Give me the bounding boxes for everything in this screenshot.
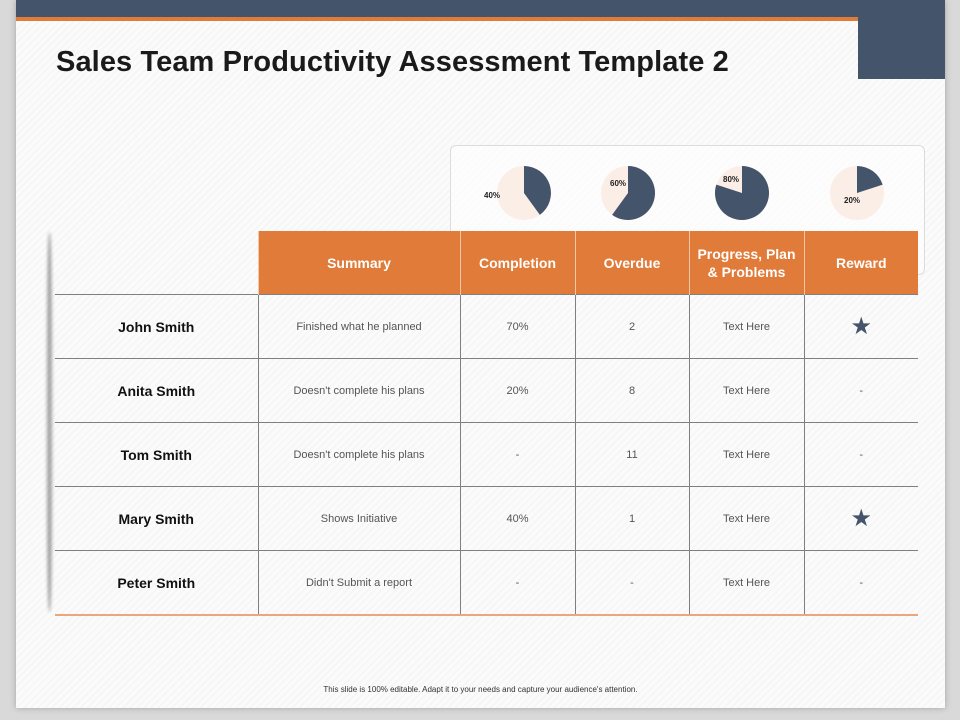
row-completion: 40% xyxy=(460,487,575,551)
pie-label-2: 60% xyxy=(610,179,627,188)
slide xyxy=(16,0,945,708)
row-name: Anita Smith xyxy=(55,359,258,423)
assessment-table xyxy=(55,231,918,616)
row-summary: Didn't Submit a report xyxy=(258,551,460,616)
row-progress: Text Here xyxy=(689,359,804,423)
header-overdue: Overdue xyxy=(575,231,689,295)
table-row xyxy=(55,487,918,551)
row-reward xyxy=(804,295,918,359)
row-name: Peter Smith xyxy=(55,551,258,616)
slide-title: Sales Team Productivity Assessment Template 2 xyxy=(56,46,729,78)
pie-label-3: 80% xyxy=(723,175,740,184)
row-overdue: 8 xyxy=(575,359,689,423)
row-overdue: - xyxy=(575,551,689,616)
row-name: Mary Smith xyxy=(55,487,258,551)
header-reward: Reward xyxy=(804,231,918,295)
pie-chart-3 xyxy=(712,163,772,223)
row-progress: Text Here xyxy=(689,295,804,359)
pie-chart-4 xyxy=(827,163,887,223)
row-reward: - xyxy=(804,551,918,616)
row-summary: Doesn't complete his plans xyxy=(258,359,460,423)
top-bar xyxy=(16,0,858,17)
star-icon: ★ xyxy=(850,504,872,532)
pie-chart-1 xyxy=(494,163,554,223)
row-reward: - xyxy=(804,359,918,423)
decorative-shadow xyxy=(46,232,53,612)
top-bar-accent xyxy=(16,17,858,21)
table-row xyxy=(55,295,918,359)
row-overdue: 2 xyxy=(575,295,689,359)
row-reward xyxy=(804,487,918,551)
pie-label-4: 20% xyxy=(844,196,861,205)
row-overdue: 11 xyxy=(575,423,689,487)
row-reward: - xyxy=(804,423,918,487)
row-progress: Text Here xyxy=(689,487,804,551)
row-progress: Text Here xyxy=(689,423,804,487)
pie-svg-2 xyxy=(598,163,658,223)
header-progress: Progress, Plan & Problems xyxy=(689,231,804,295)
pie-chart-2 xyxy=(598,163,658,223)
row-completion: - xyxy=(460,423,575,487)
row-summary: Finished what he planned xyxy=(258,295,460,359)
pie-svg-3 xyxy=(712,163,772,223)
pie-label-1: 40% xyxy=(484,191,501,200)
header-empty-cell xyxy=(55,231,258,295)
star-icon: ★ xyxy=(850,312,872,340)
row-summary: Shows Initiative xyxy=(258,487,460,551)
table-row xyxy=(55,359,918,423)
row-progress: Text Here xyxy=(689,551,804,616)
row-completion: - xyxy=(460,551,575,616)
row-overdue: 1 xyxy=(575,487,689,551)
row-summary: Doesn't complete his plans xyxy=(258,423,460,487)
pie-svg-1 xyxy=(494,163,554,223)
pie-svg-4 xyxy=(827,163,887,223)
header-completion: Completion xyxy=(460,231,575,295)
table-row xyxy=(55,551,918,616)
row-name: John Smith xyxy=(55,295,258,359)
footer-note: This slide is 100% editable. Adapt it to your needs and capture your audience's attention. xyxy=(323,685,638,694)
row-completion: 20% xyxy=(460,359,575,423)
row-completion: 70% xyxy=(460,295,575,359)
header-summary: Summary xyxy=(258,231,460,295)
table-row xyxy=(55,423,918,487)
row-name: Tom Smith xyxy=(55,423,258,487)
table-header-row xyxy=(55,231,918,295)
corner-block xyxy=(858,0,945,79)
